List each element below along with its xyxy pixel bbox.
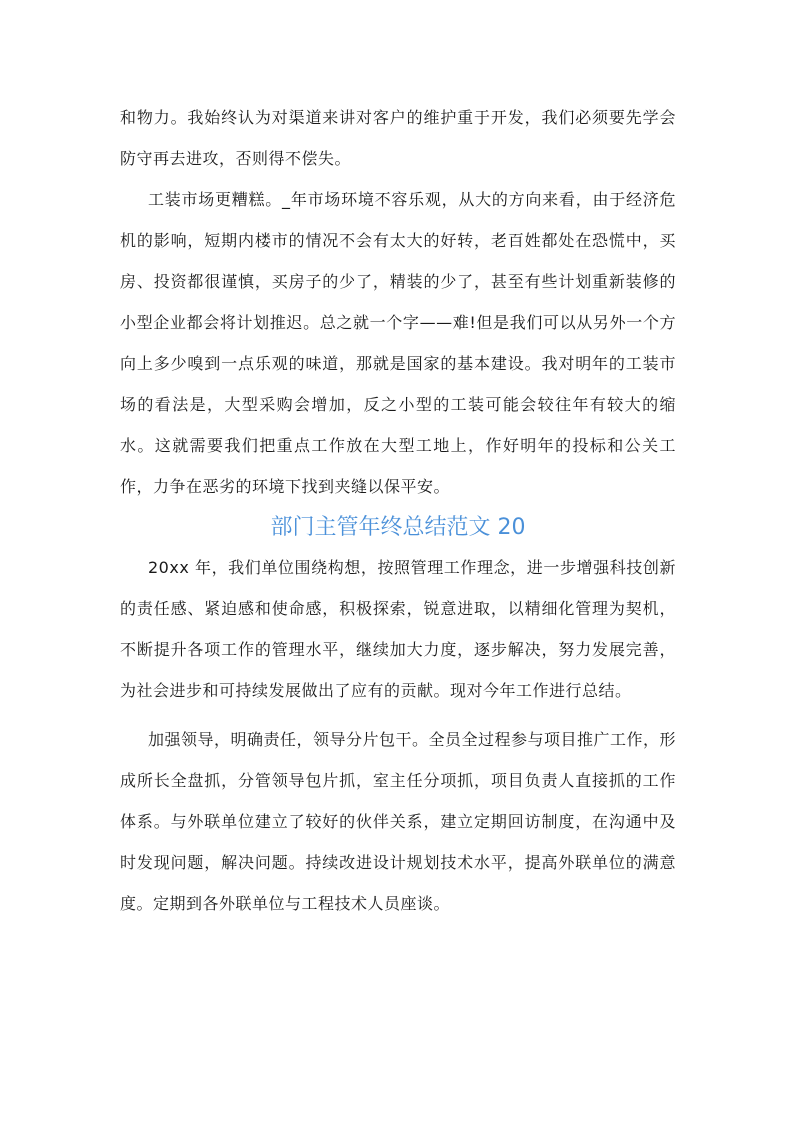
paragraph-decoration-market: 工装市场更糟糕。_年市场环境不容乐观，从大的方向来看，由于经济危机的影响，短期内楼市的情况不会有太大的好转，老百姓都处在恐慌中，买房、投资都很谨慎，买房子的少了，精装的少了，甚至有些计划重新装修的小型企业都会将计划推迟。总之就一个字——难!但是我们可以从另外一个方向上多少嗅到一点乐观的味道，那就是国家的基本建设。我对明年的工装市场的看法是，大型采购会增加，反之小型的工装可能会较往年有较大的缩水。这就需要我们把重点工作放在大型工地上，作好明年的投标和公关工作，力争在恶劣的环境下找到夹缝以保平安。	[120, 190, 676, 496]
paragraph-continuation: 和物力。我始终认为对渠道来讲对客户的维护重于开发，我们必须要先学会防守再去进攻，否则得不偿失。	[120, 108, 676, 168]
section-title: 部门主管年终总结范文 20	[270, 515, 526, 540]
paragraph-annual-summary: 20xx 年，我们单位围绕构想，按照管理工作理念，进一步增强科技创新的责任感、紧迫感和使命感，积极探索，锐意进取，以精细化管理为契机，不断提升各项工作的管理水平，继续加大力度，逐步解决，努力发展完善，为社会进步和可持续发展做出了应有的贡献。现对今年工作进行总结。	[120, 558, 676, 700]
paragraph-leadership: 加强领导，明确责任，领导分片包干。全员全过程参与项目推广工作，形成所长全盘抓，分管领导包片抓，室主任分项抓，项目负责人直接抓的工作体系。与外联单位建立了较好的伙伴关系，建立定期回访制度，在沟通中及时发现问题，解决问题。持续改进设计规划技术水平，提高外联单位的满意度。定期到各外联单位与工程技术人员座谈。	[120, 730, 677, 913]
document-body	[120, 97, 676, 924]
